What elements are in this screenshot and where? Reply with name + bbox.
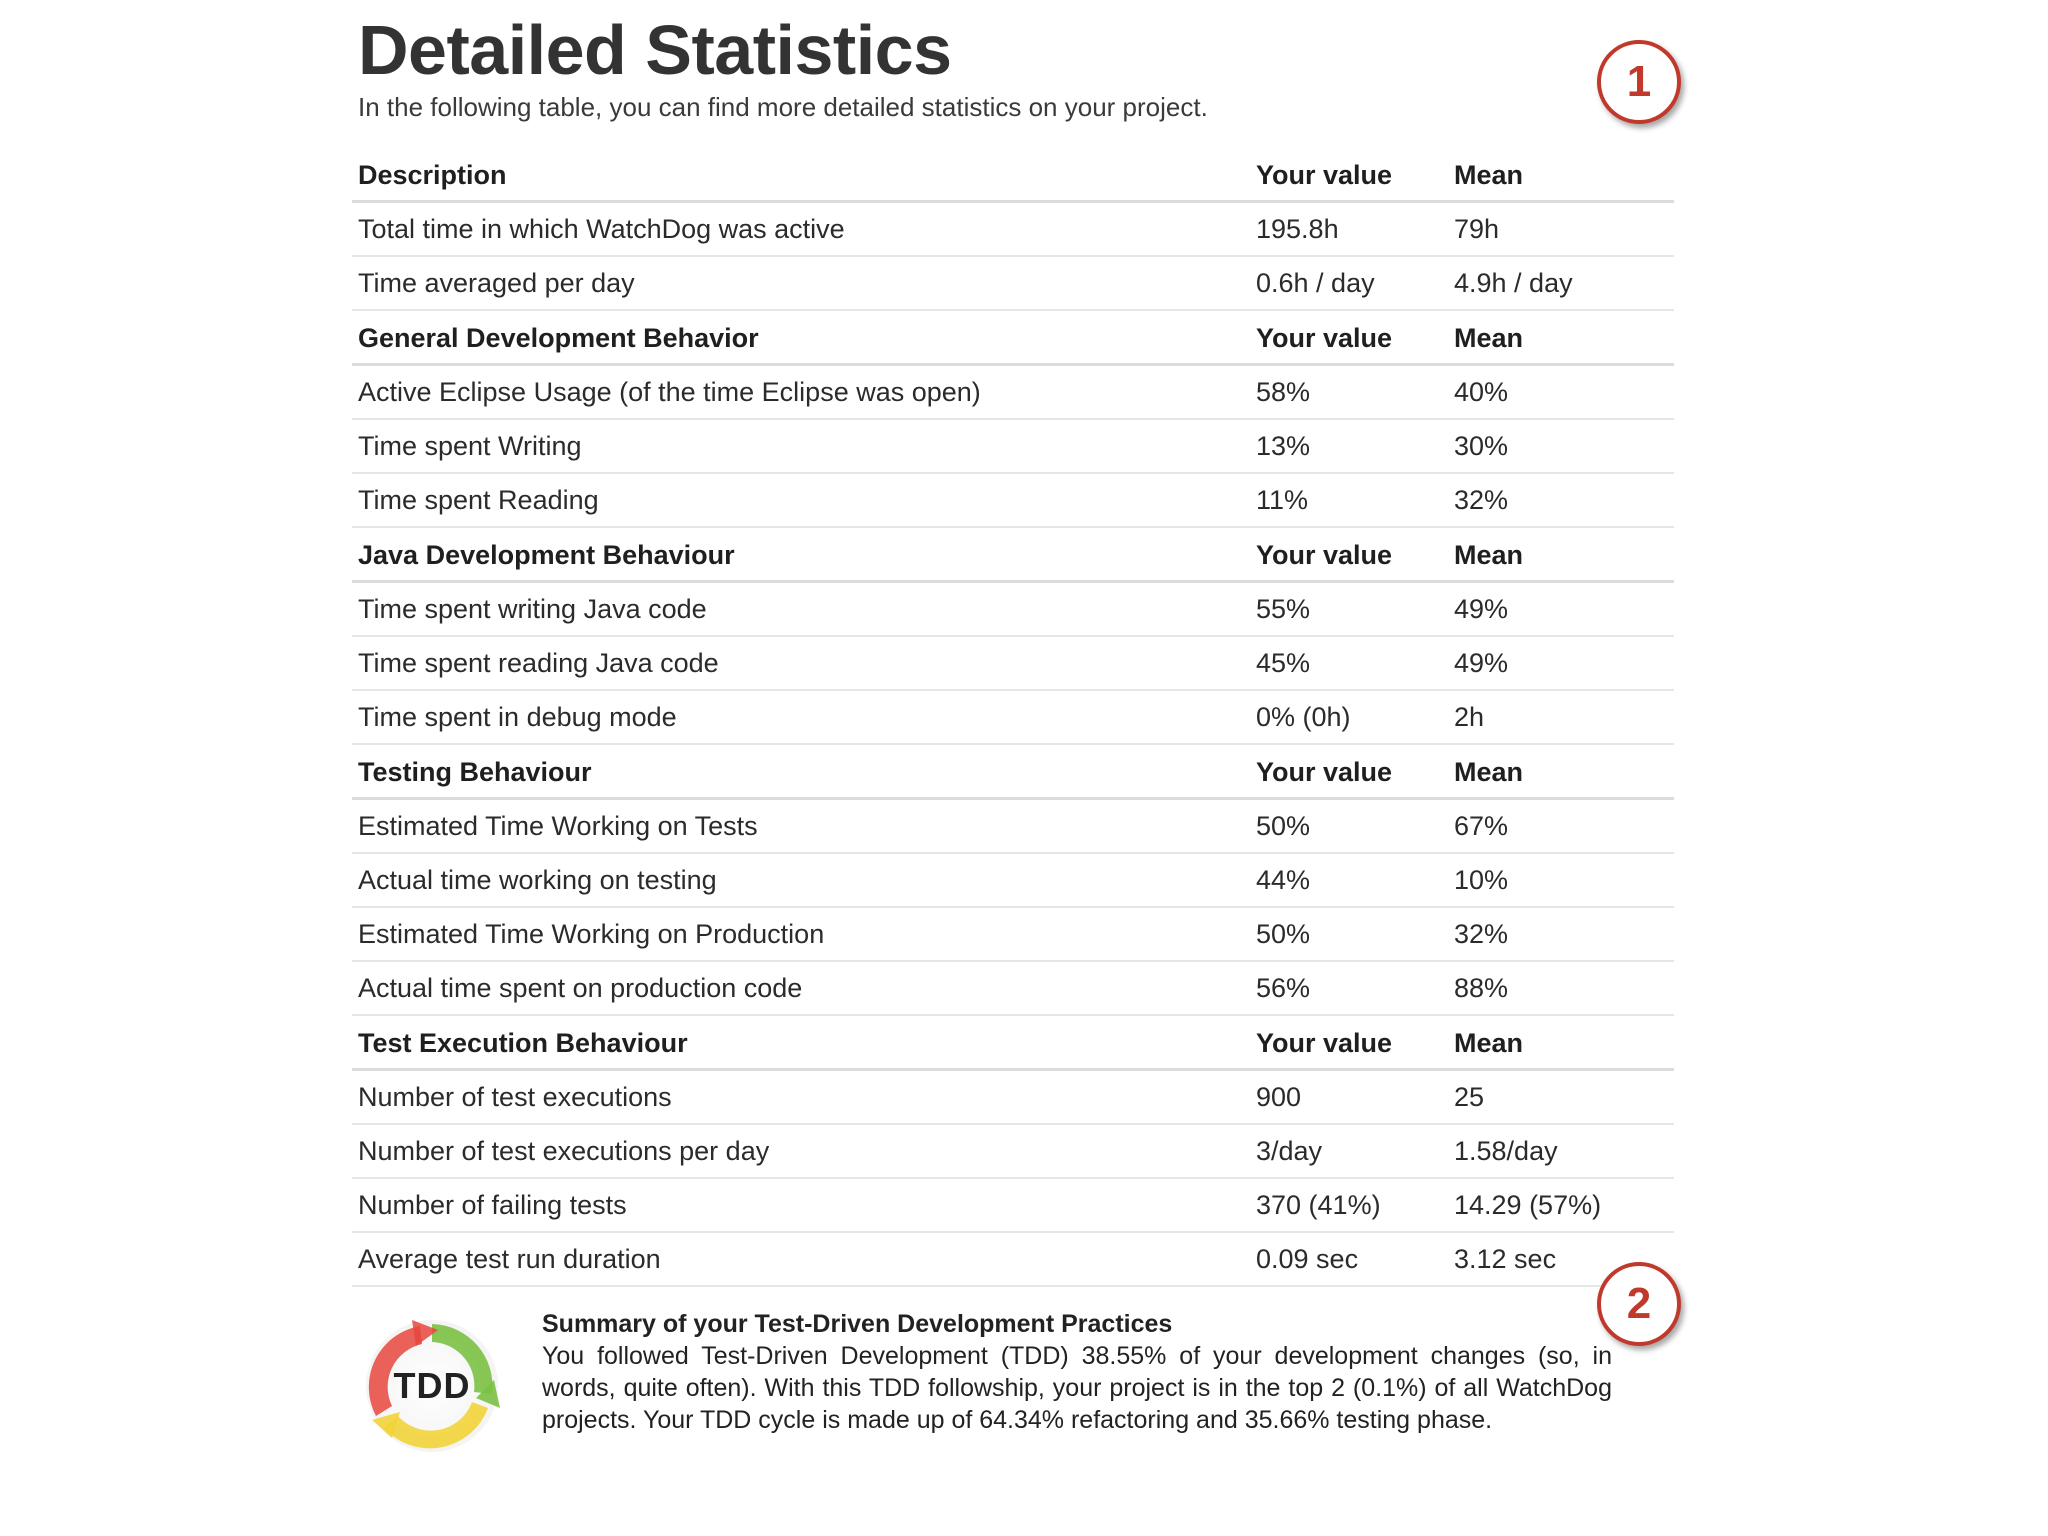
row-your-value: 58% [1256, 376, 1311, 407]
row-description: Active Eclipse Usage (of the time Eclipse was open) [358, 376, 981, 407]
callout-marker-2: 2 [1597, 1262, 1681, 1346]
mean-column-header: Mean [1454, 159, 1524, 190]
section-header-row [352, 313, 1674, 366]
table-row [352, 637, 1674, 691]
row-your-value: 45% [1256, 647, 1311, 678]
row-description: Total time in which WatchDog was active [358, 213, 845, 244]
row-mean-value: 67% [1454, 810, 1509, 841]
row-description: Time spent in debug mode [358, 701, 677, 732]
row-your-value: 44% [1256, 864, 1311, 895]
tdd-summary-body: You followed Test-Driven Development (TDD) 38.55% of your development changes (so, in words, quite often). With this TDD followship, your project is in the top 2 (0.1%) of all WatchDog projects. Your TDD cycle is made up of 64.34% refactoring and 35.66% testing phase. [542, 1342, 1612, 1434]
row-your-value: 195.8h [1256, 213, 1339, 244]
tdd-logo [362, 1316, 502, 1456]
row-description: Average test run duration [358, 1243, 661, 1274]
row-description: Time spent writing Java code [358, 593, 707, 624]
table-row [352, 583, 1674, 637]
table-row [352, 420, 1674, 474]
row-mean-value: 79h [1454, 213, 1500, 244]
your-value-column-header: Your value [1256, 756, 1393, 787]
row-your-value: 370 (41%) [1256, 1189, 1381, 1220]
mean-column-header: Mean [1454, 322, 1524, 353]
table-row [352, 1179, 1674, 1233]
row-your-value: 3/day [1256, 1135, 1323, 1166]
section-header-row [352, 530, 1674, 583]
table-row [352, 1071, 1674, 1125]
section-title: Java Development Behaviour [358, 539, 735, 570]
mean-column-header: Mean [1454, 539, 1524, 570]
page-title: Detailed Statistics [358, 11, 952, 89]
your-value-column-header: Your value [1256, 159, 1393, 190]
tdd-summary-heading: Summary of your Test-Driven Development Practices [542, 1310, 1173, 1338]
row-description: Number of test executions [358, 1081, 672, 1112]
row-your-value: 13% [1256, 430, 1311, 461]
row-mean-value: 1.58/day [1454, 1135, 1558, 1166]
table-row [352, 1233, 1674, 1287]
row-your-value: 0.09 sec [1256, 1243, 1359, 1274]
row-mean-value: 30% [1454, 430, 1509, 461]
row-description: Time spent Writing [358, 430, 582, 461]
table-row [352, 203, 1674, 257]
row-your-value: 900 [1256, 1081, 1302, 1112]
row-description: Estimated Time Working on Production [358, 918, 825, 949]
your-value-column-header: Your value [1256, 539, 1393, 570]
tdd-logo-label: TDD [393, 1365, 471, 1406]
mean-column-header: Mean [1454, 756, 1524, 787]
row-description: Time averaged per day [358, 267, 635, 298]
section-title: General Development Behavior [358, 322, 759, 353]
row-mean-value: 49% [1454, 593, 1509, 624]
statistics-table [352, 150, 1674, 1287]
section-header-row [352, 1018, 1674, 1071]
row-description: Actual time working on testing [358, 864, 717, 895]
tdd-summary-section [352, 1300, 1674, 1480]
your-value-column-header: Your value [1256, 322, 1393, 353]
table-row [352, 908, 1674, 962]
row-mean-value: 88% [1454, 972, 1509, 1003]
section-title: Testing Behaviour [358, 756, 592, 787]
row-your-value: 0.6h / day [1256, 267, 1375, 298]
row-your-value: 56% [1256, 972, 1311, 1003]
row-mean-value: 32% [1454, 918, 1509, 949]
table-row [352, 691, 1674, 745]
table-row [352, 257, 1674, 311]
tdd-summary-text [542, 1308, 1612, 1436]
your-value-column-header: Your value [1256, 1027, 1393, 1058]
callout-marker-1: 1 [1597, 40, 1681, 124]
row-description: Time spent Reading [358, 484, 599, 515]
table-row [352, 800, 1674, 854]
section-title: Description [358, 159, 507, 190]
table-row [352, 1125, 1674, 1179]
row-mean-value: 25 [1454, 1081, 1485, 1112]
row-description: Actual time spent on production code [358, 972, 803, 1003]
row-mean-value: 10% [1454, 864, 1509, 895]
row-mean-value: 49% [1454, 647, 1509, 678]
row-description: Number of test executions per day [358, 1135, 770, 1166]
section-title: Test Execution Behaviour [358, 1027, 688, 1058]
row-your-value: 11% [1256, 484, 1309, 515]
row-description: Number of failing tests [358, 1189, 627, 1220]
row-description: Estimated Time Working on Tests [358, 810, 758, 841]
table-row [352, 366, 1674, 420]
row-your-value: 0% (0h) [1256, 701, 1351, 732]
table-row [352, 854, 1674, 908]
row-your-value: 50% [1256, 918, 1311, 949]
row-your-value: 50% [1256, 810, 1311, 841]
section-header-row [352, 150, 1674, 203]
row-mean-value: 4.9h / day [1454, 267, 1573, 298]
table-row [352, 962, 1674, 1016]
section-header-row [352, 747, 1674, 800]
row-mean-value: 2h [1454, 701, 1485, 732]
row-your-value: 55% [1256, 593, 1311, 624]
row-mean-value: 14.29 (57%) [1454, 1189, 1602, 1220]
table-row [352, 474, 1674, 528]
row-mean-value: 40% [1454, 376, 1509, 407]
page-subtitle: In the following table, you can find more detailed statistics on your project. [358, 92, 1208, 122]
row-description: Time spent reading Java code [358, 647, 719, 678]
mean-column-header: Mean [1454, 1027, 1524, 1058]
row-mean-value: 32% [1454, 484, 1509, 515]
row-mean-value: 3.12 sec [1454, 1243, 1557, 1274]
